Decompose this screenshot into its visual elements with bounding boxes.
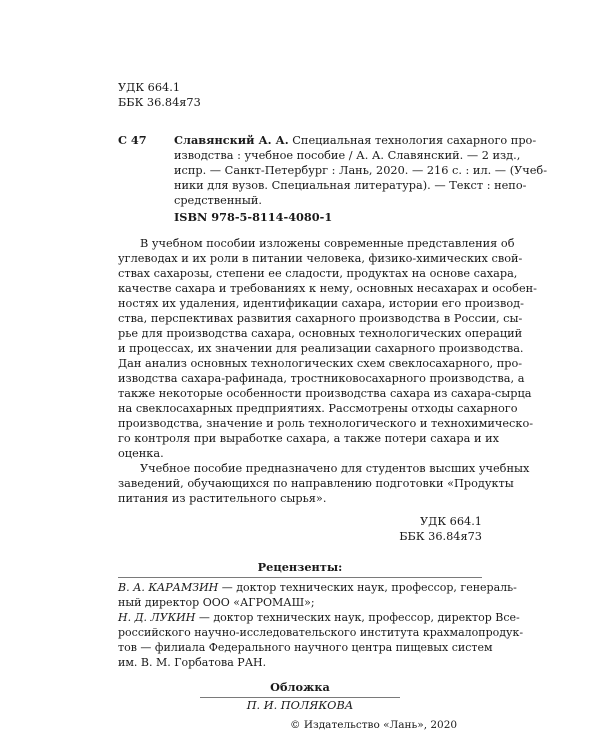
udk-code: УДК 664.1 [118, 81, 181, 94]
abstract-line: и процессах, их значении для реализации сахарного производства. [118, 342, 524, 355]
catalog-line: ники для вузов. Специальная литература). — Текст : непо- [174, 179, 527, 192]
abstract-line: оценка. [118, 447, 164, 460]
abstract-line: качестве сахара и требованиях к нему, основных несахарах и особен- [118, 282, 537, 295]
abstract-line: также некоторые особенности производства сахара из сахара-сырца [118, 387, 532, 400]
reviewers-list [118, 580, 524, 670]
abstract-line: ствах сахарозы, степени ее сладости, продуктах на основе сахара, [118, 267, 518, 280]
abstract-line: В учебном пособии изложены современные представления об [140, 237, 515, 250]
reviewer-line [118, 580, 517, 595]
abstract-line: изводства сахара-рафинада, тростниковосахарного производства, а [118, 372, 525, 385]
reviewers-heading: Рецензенты: [257, 560, 343, 574]
abstract-line: питания из растительного сырья». [118, 492, 327, 505]
catalog-line: испр. — Санкт-Петербург : Лань, 2020. — 216 с. : ил. — (Учеб- [174, 164, 548, 177]
reviewer-line: тов — филиала Федерального научного центра пищевых систем [118, 641, 493, 654]
reviewer-line: им. В. М. Горбатова РАН. [118, 656, 267, 669]
isbn: ISBN 978-5-8114-4080-1 [174, 210, 333, 224]
cover-artist: П. И. ПОЛЯКОВА [246, 699, 354, 712]
abstract-line: углеводах и их роли в питании человека, физико-химических свой- [118, 252, 523, 265]
abstract-line: на свеклосахарных предприятиях. Рассмотрены отходы сахарного [118, 402, 518, 415]
udk-code-right: УДК 664.1 [419, 515, 482, 528]
abstract-line: Учебное пособие предназначено для студентов высших учебных [140, 462, 530, 475]
catalog-line [174, 133, 537, 148]
abstract [118, 236, 537, 506]
abstract-line: производства, значение и роль технологического и технохимическо- [118, 417, 534, 430]
reviewer-name: В. А. КАРАМЗИН [118, 581, 219, 594]
reviewer-details: — доктор технических наук, профессор, директор Все- [195, 611, 520, 624]
copyright-line: © Издательство «Лань», 2020 [290, 719, 458, 731]
cover-heading: Обложка [270, 680, 330, 694]
reviewer-line [118, 610, 520, 625]
catalog-entry [174, 133, 548, 208]
abstract-line: ства, перспективах развития сахарного производства в России, сы- [118, 312, 523, 325]
catalog-line: изводства : учебное пособие / А. А. Славянский. — 2 изд., [174, 149, 521, 162]
bbk-code-right: ББК 36.84я73 [399, 530, 482, 543]
abstract-line: го контроля при выработке сахара, а также потери сахара и их [118, 432, 499, 445]
catalog-title: Специальная технология сахарного про- [292, 134, 537, 147]
copyright-block [290, 720, 457, 730]
divider [118, 577, 482, 578]
reviewer-name: Н. Д. ЛУКИН [118, 611, 196, 624]
abstract-line: Дан анализ основных технологических схем свеклосахарного, про- [118, 357, 523, 370]
reviewer-line: ный директор ООО «АГРОМАШ»; [118, 596, 315, 609]
bbk-code: ББК 36.84я73 [118, 96, 201, 109]
catalog-line: средственный. [174, 194, 262, 207]
abstract-line: ностях их удаления, идентификации сахара, истории его производ- [118, 297, 524, 310]
abstract-line: рье для производства сахара, основных технологических операций [118, 327, 523, 340]
reviewer-details: — доктор технических наук, профессор, генераль- [218, 581, 517, 594]
reviewer-line: российского научно-исследовательского института крахмалопродук- [118, 626, 524, 639]
abstract-line: заведений, обучающихся по направлению подготовки «Продукты [118, 477, 514, 490]
catalog-author: Славянский А. А. [174, 133, 289, 147]
catalog-code: С 47 [118, 133, 147, 147]
